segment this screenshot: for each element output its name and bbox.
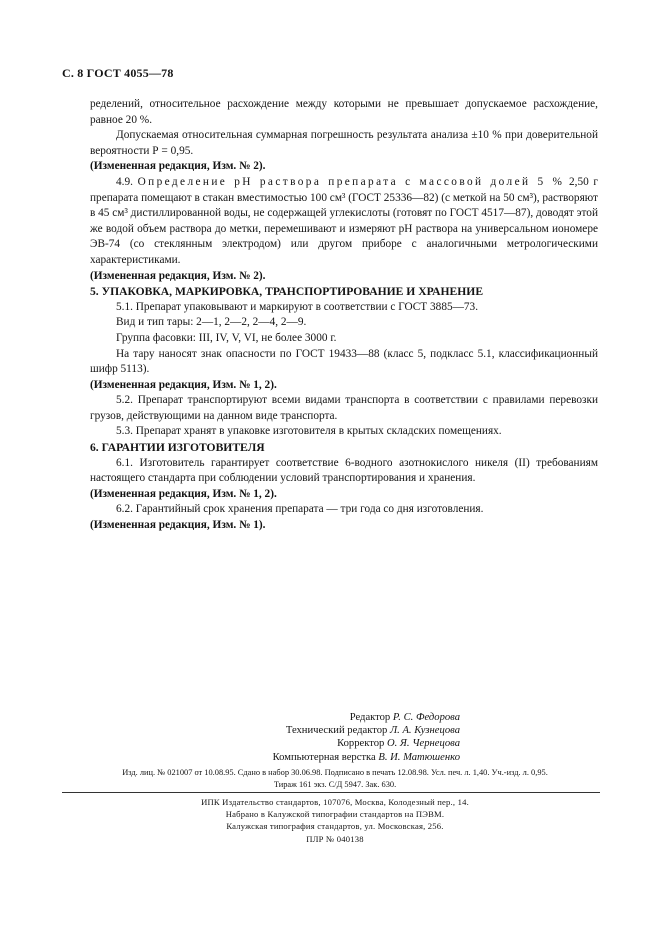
publisher-line: ПЛР № 040138 (306, 833, 364, 844)
paragraph: 5.3. Препарат хранят в упаковке изготовителя в крытых складских помещениях. (116, 425, 502, 438)
section-title-5: 5. УПАКОВКА, МАРКИРОВКА, ТРАНСПОРТИРОВАНИЕ И ХРАНЕНИЕ (90, 285, 484, 299)
editors-block (200, 711, 460, 764)
paragraph: 5.2. Препарат транспортируют всеми видами транспорта в соответствии с правилами перевозки грузов, действующими на данном виде транспорта. (90, 394, 598, 422)
paragraph: Группа фасовки: III, IV, V, VI, не более 3000 г. (116, 331, 337, 344)
publisher-line: Калужская типография стандартов, ул. Московская, 256. (226, 821, 444, 832)
paragraph-4-9 (90, 175, 598, 269)
editor-row: Корректор О. Я. Чернецова (337, 738, 460, 750)
divider (62, 792, 600, 793)
page-header: С. 8 ГОСТ 4055—78 (62, 66, 174, 80)
change-note: (Измененная редакция, Изм. № 2). (90, 269, 266, 282)
paragraph: 5.1. Препарат упаковывают и маркируют в соответствии с ГОСТ 3885—73. (116, 300, 479, 313)
paragraph: На тару наносят знак опасности по ГОСТ 19433—88 (класс 5, подкласс 5.1, классификационный шифр 5113). (90, 347, 598, 376)
paragraph: 6.2. Гарантийный срок хранения препарата — три года со дня изготовления. (116, 503, 484, 516)
change-note: (Измененная редакция, Изм. № 1, 2). (90, 487, 277, 500)
imprint-block (80, 767, 590, 791)
change-note: (Измененная редакция, Изм. № 1). (90, 519, 266, 532)
publisher-block (80, 796, 590, 845)
editor-row: Редактор Р. С. Федорова (349, 712, 460, 723)
paragraph: ределений, относительное расхождение между которыми не превышает допускаемое расхождение, равное 20 %. (90, 98, 598, 126)
change-note: (Измененная редакция, Изм. № 1, 2). (90, 378, 277, 391)
document-body (90, 97, 598, 534)
publisher-line: ИПК Издательство стандартов, 107076, Москва, Колодезный пер., 14. (201, 797, 469, 807)
section-title-6: 6. ГАРАНТИИ ИЗГОТОВИТЕЛЯ (90, 441, 265, 455)
clause-number: 4.9. (116, 175, 133, 188)
paragraph: 6.1. Изготовитель гарантирует соответствие 6-водного азотнокислого никеля (II) требованиям настоящего стандарта при соблюдении условий транспортирования и хранения. (90, 456, 598, 485)
clause-text: 2,50 г препарата помещают в стакан вместимостью 100 см³ (ГОСТ 25336—82) (с меткой на 50 см³), растворяют в 45 см³ дистиллированной воды, не содержащей углекислоты (готовят по ГОСТ 4517—87), доводят этой же водой объем раствора до метки, перемешивают и измеряют рН раствора на универсальном иономере ЭВ-74 (со стеклянным электродом) или другом приборе с аналогичными метрологическими характеристиками. (90, 175, 598, 266)
editor-row: Технический редактор Л. А. Кузнецова (285, 725, 460, 737)
imprint-line: Тираж 161 экз. С/Д 5947. Зак. 630. (273, 780, 397, 789)
change-note: (Измененная редакция, Изм. № 2). (90, 160, 266, 173)
editor-row: Компьютерная верстка В. И. Матюшенко (272, 751, 460, 763)
paragraph: Вид и тип тары: 2—1, 2—2, 2—4, 2—9. (116, 316, 307, 329)
publisher-line: Набрано в Калужской типографии стандартов на ПЭВМ. (225, 809, 445, 820)
paragraph: Допускаемая относительная суммарная погрешность результата анализа ±10 % при доверительной вероятности Р = 0,95. (90, 129, 598, 157)
clause-title: Определение рН раствора препарата с массовой долей 5 % (137, 175, 565, 188)
imprint-line: Изд. лиц. № 021007 от 10.08.95. Сдано в набор 30.06.98. Подписано в печать 12.08.98. Усл. печ. л. 1,40. Уч.-изд. л. 0,95. (122, 768, 548, 777)
